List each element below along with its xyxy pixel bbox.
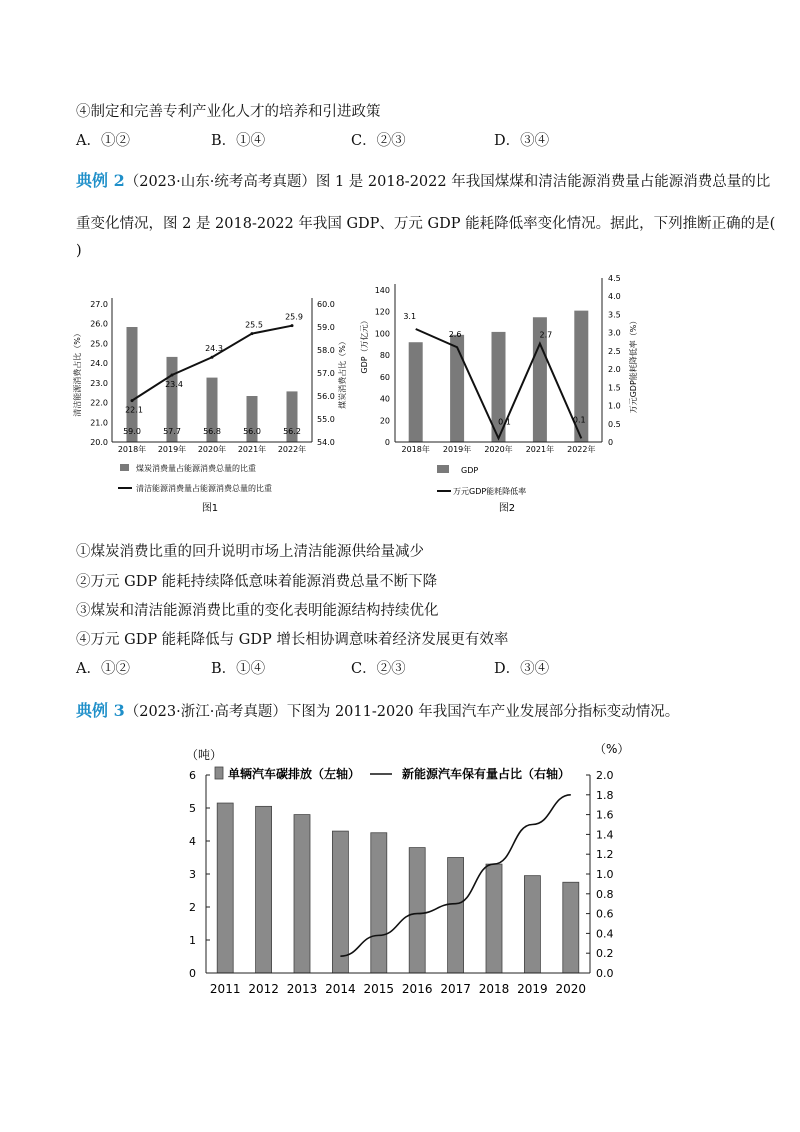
left-tick-label: 0 bbox=[189, 967, 196, 980]
ex2-statement-3: ③煤炭和清洁能源消费比重的变化表明能源结构持续优化 bbox=[76, 603, 439, 619]
carbon-emission-bar bbox=[524, 876, 540, 973]
x-tick-label: 2019年 bbox=[157, 445, 187, 454]
left-axis-label: GDP（万亿元） bbox=[360, 316, 369, 374]
carbon-emission-bar bbox=[217, 803, 233, 973]
energy-intensity-label: 0.1 bbox=[498, 417, 511, 427]
right-tick-label: 1.2 bbox=[596, 848, 614, 862]
clean-energy-label: 25.9 bbox=[285, 312, 303, 322]
left-tick-label: 6 bbox=[189, 769, 196, 782]
x-tick-label: 2013 bbox=[286, 982, 318, 996]
right-tick-label: 3.0 bbox=[608, 328, 621, 338]
left-tick-label: 3 bbox=[189, 868, 196, 881]
x-tick-label: 2019 bbox=[517, 982, 548, 996]
clean-energy-point bbox=[211, 356, 214, 359]
ex2-source: （2023·山东·统考高考真题） bbox=[124, 174, 316, 190]
left-tick-label: 40 bbox=[379, 394, 390, 404]
right-tick-label: 1.0 bbox=[608, 401, 621, 411]
carbon-emission-bar bbox=[486, 864, 502, 973]
energy-intensity-label: 3.1 bbox=[403, 312, 417, 322]
clean-energy-label: 24.3 bbox=[205, 344, 223, 354]
carbon-emission-bar bbox=[409, 848, 425, 973]
right-tick-label: 1.4 bbox=[596, 828, 614, 842]
ex2-statement-4: ④万元 GDP 能耗降低与 GDP 增长相协调意味着经济发展更有效率 bbox=[76, 632, 509, 648]
right-tick-label: 0.0 bbox=[596, 967, 614, 980]
clean-energy-point bbox=[131, 399, 134, 402]
right-tick-label: 1.0 bbox=[596, 868, 614, 881]
left-tick-label: 26.0 bbox=[90, 319, 108, 329]
clean-energy-label: 23.4 bbox=[165, 379, 183, 389]
left-tick-label: 1 bbox=[189, 934, 196, 947]
figure-1-caption: 图1 bbox=[201, 503, 219, 514]
x-tick-label: 2018 bbox=[478, 982, 510, 996]
right-tick-label: 2.0 bbox=[596, 769, 614, 782]
x-tick-label: 2021年 bbox=[237, 445, 267, 454]
right-tick-label: 4.5 bbox=[608, 274, 621, 283]
left-tick-label: 23.0 bbox=[90, 378, 108, 388]
right-tick-label: 58.0 bbox=[317, 346, 335, 355]
legend-swatch-bar bbox=[437, 465, 449, 473]
left-tick-label: 60 bbox=[379, 372, 390, 382]
clean-energy-point bbox=[291, 324, 294, 327]
right-tick-label: 3.5 bbox=[608, 310, 621, 320]
x-tick-label: 2022年 bbox=[277, 445, 307, 454]
left-tick-label: 25.0 bbox=[90, 339, 108, 349]
left-axis-label: 清洁能源消费占比（%） bbox=[73, 329, 82, 417]
figure-3-chart bbox=[170, 735, 630, 1005]
right-tick-label: 0.2 bbox=[596, 947, 614, 961]
left-tick-label: 21.0 bbox=[90, 418, 108, 428]
right-tick-label: 56.0 bbox=[317, 392, 335, 401]
x-tick-label: 2017 bbox=[440, 982, 471, 996]
coal-bar-label: 56.0 bbox=[243, 427, 261, 436]
ex3-stem-text: 下图为 2011-2020 年我国汽车产业发展部分指标变动情况。 bbox=[286, 704, 680, 720]
right-tick-label: 0.6 bbox=[596, 907, 614, 921]
ex2-label: 典例 2 bbox=[76, 171, 125, 190]
right-axis-label: 万元GDP能耗降低率（%） bbox=[629, 316, 638, 414]
x-tick-label: 2020 bbox=[555, 982, 587, 996]
legend-label-clean: 清洁能源消费量占能源消费总量的比重 bbox=[136, 484, 272, 493]
q1-option-b[interactable]: B．①④ bbox=[211, 133, 266, 149]
left-tick-label: 22.0 bbox=[90, 398, 108, 408]
carbon-emission-bar bbox=[256, 806, 272, 973]
energy-intensity-label: 0.1 bbox=[572, 415, 586, 425]
carbon-emission-bar bbox=[332, 831, 348, 973]
left-tick-label: 0 bbox=[384, 438, 390, 447]
energy-intensity-label: 2.6 bbox=[448, 330, 462, 340]
gdp-bar bbox=[450, 335, 464, 442]
right-tick-label: 55.0 bbox=[317, 415, 335, 424]
left-tick-label: 5 bbox=[189, 802, 196, 815]
right-tick-label: 0.8 bbox=[596, 887, 614, 901]
left-tick-label: 24.0 bbox=[90, 359, 108, 369]
clean-energy-label: 22.1 bbox=[125, 405, 143, 415]
right-tick-label: 1.6 bbox=[596, 808, 614, 822]
coal-bar bbox=[127, 327, 138, 442]
right-tick-label: 54.0 bbox=[317, 438, 335, 447]
carbon-emission-bar bbox=[294, 815, 310, 973]
legend-label-coal: 煤炭消费量占能源消费总量的比重 bbox=[136, 464, 256, 473]
ex3-label: 典例 3 bbox=[76, 701, 125, 720]
right-tick-label: 0.4 bbox=[596, 927, 614, 941]
ex2-option-a[interactable]: A．①② bbox=[76, 661, 130, 677]
q1-statement-4: ④制定和完善专利产业化人才的培养和引进政策 bbox=[76, 104, 381, 120]
x-tick-label: 2018年 bbox=[401, 445, 430, 454]
carbon-emission-bar bbox=[371, 833, 387, 973]
ex3-source: （2023·浙江·高考真题） bbox=[124, 704, 287, 720]
legend-swatch-bar bbox=[120, 464, 129, 471]
ex2-stem-line3: ) bbox=[76, 243, 82, 259]
figure-2-chart bbox=[355, 268, 655, 518]
coal-bar-label: 56.8 bbox=[203, 427, 221, 436]
clean-energy-label: 25.5 bbox=[245, 320, 263, 330]
right-tick-label: 1.5 bbox=[608, 383, 621, 393]
ex2-stem-line2: 重变化情况，图 2 是 2018-2022 年我国 GDP、万元 GDP 能耗降低率变化情况。据此，下列推断正确的是( bbox=[76, 216, 776, 232]
carbon-emission-bar bbox=[448, 858, 464, 974]
right-tick-label: 59.0 bbox=[317, 323, 335, 332]
q1-option-d[interactable]: D．③④ bbox=[494, 133, 550, 149]
clean-energy-point bbox=[171, 373, 174, 376]
x-tick-label: 2012 bbox=[248, 982, 279, 996]
ex2-statement-1: ①煤炭消费比重的回升说明市场上清洁能源供给量减少 bbox=[76, 544, 424, 560]
ex2-stem-text1: 图 1 是 2018-2022 年我国煤煤和清洁能源消费量占能源消费总量的比 bbox=[315, 174, 771, 190]
ex2-option-d[interactable]: D．③④ bbox=[494, 661, 550, 677]
carbon-emission-bar bbox=[563, 882, 579, 973]
ex2-stem-line1 bbox=[76, 168, 770, 191]
legend-label-emission: 单辆汽车碳排放（左轴） bbox=[228, 767, 361, 781]
figure-2-caption: 图2 bbox=[498, 503, 516, 514]
coal-bar-label: 59.0 bbox=[123, 427, 141, 436]
left-tick-label: 20.0 bbox=[90, 438, 108, 447]
left-axis-unit: （吨） bbox=[186, 748, 223, 762]
gdp-bar bbox=[409, 342, 423, 442]
x-tick-label: 2016 bbox=[401, 982, 433, 996]
x-tick-label: 2020年 bbox=[484, 445, 513, 454]
left-tick-label: 4 bbox=[189, 835, 196, 848]
legend-label-nev: 新能源汽车保有量占比（右轴） bbox=[402, 767, 571, 781]
ex2-option-c[interactable]: C．②③ bbox=[351, 661, 406, 677]
right-tick-label: 0 bbox=[608, 438, 614, 447]
clean-energy-point bbox=[251, 332, 254, 335]
right-tick-label: 4.0 bbox=[608, 292, 621, 302]
legend-swatch-bar bbox=[215, 767, 223, 779]
x-tick-label: 2021年 bbox=[525, 445, 555, 454]
left-tick-label: 120 bbox=[374, 307, 390, 317]
q1-option-a[interactable]: A．①② bbox=[76, 133, 130, 149]
legend-label-gdp: GDP bbox=[461, 466, 479, 475]
left-tick-label: 20 bbox=[379, 416, 390, 426]
x-tick-label: 2018年 bbox=[117, 445, 147, 454]
right-tick-label: 2.5 bbox=[608, 346, 621, 356]
right-tick-label: 57.0 bbox=[317, 369, 335, 378]
ex2-statement-2: ②万元 GDP 能耗持续降低意味着能源消费总量不断下降 bbox=[76, 574, 438, 590]
x-tick-label: 2020年 bbox=[197, 445, 227, 454]
coal-bar-label: 57.7 bbox=[163, 427, 181, 436]
x-tick-label: 2014 bbox=[325, 982, 356, 996]
energy-intensity-label: 2.7 bbox=[539, 330, 553, 340]
left-tick-label: 80 bbox=[379, 351, 390, 361]
left-tick-label: 140 bbox=[374, 286, 390, 295]
right-axis-unit: （%） bbox=[594, 742, 630, 756]
figure-1-chart bbox=[70, 278, 370, 518]
legend-label-energy: 万元GDP能耗降低率 bbox=[453, 487, 527, 496]
x-tick-label: 2011 bbox=[209, 982, 241, 996]
left-tick-label: 2 bbox=[189, 901, 196, 914]
coal-bar-label: 56.2 bbox=[283, 427, 301, 436]
left-tick-label: 27.0 bbox=[90, 300, 108, 309]
right-tick-label: 2.0 bbox=[608, 365, 621, 375]
x-tick-label: 2015 bbox=[363, 982, 395, 996]
x-tick-label: 2019年 bbox=[442, 445, 472, 454]
right-axis-label: 煤炭消费占比（%） bbox=[338, 337, 347, 409]
right-tick-label: 60.0 bbox=[317, 300, 335, 309]
x-tick-label: 2022年 bbox=[567, 445, 596, 454]
right-tick-label: 0.5 bbox=[608, 419, 621, 429]
left-tick-label: 100 bbox=[374, 329, 390, 339]
ex3-stem bbox=[76, 698, 679, 721]
ex2-option-b[interactable]: B．①④ bbox=[211, 661, 266, 677]
right-tick-label: 1.8 bbox=[596, 788, 614, 802]
q1-option-c[interactable]: C．②③ bbox=[351, 133, 406, 149]
